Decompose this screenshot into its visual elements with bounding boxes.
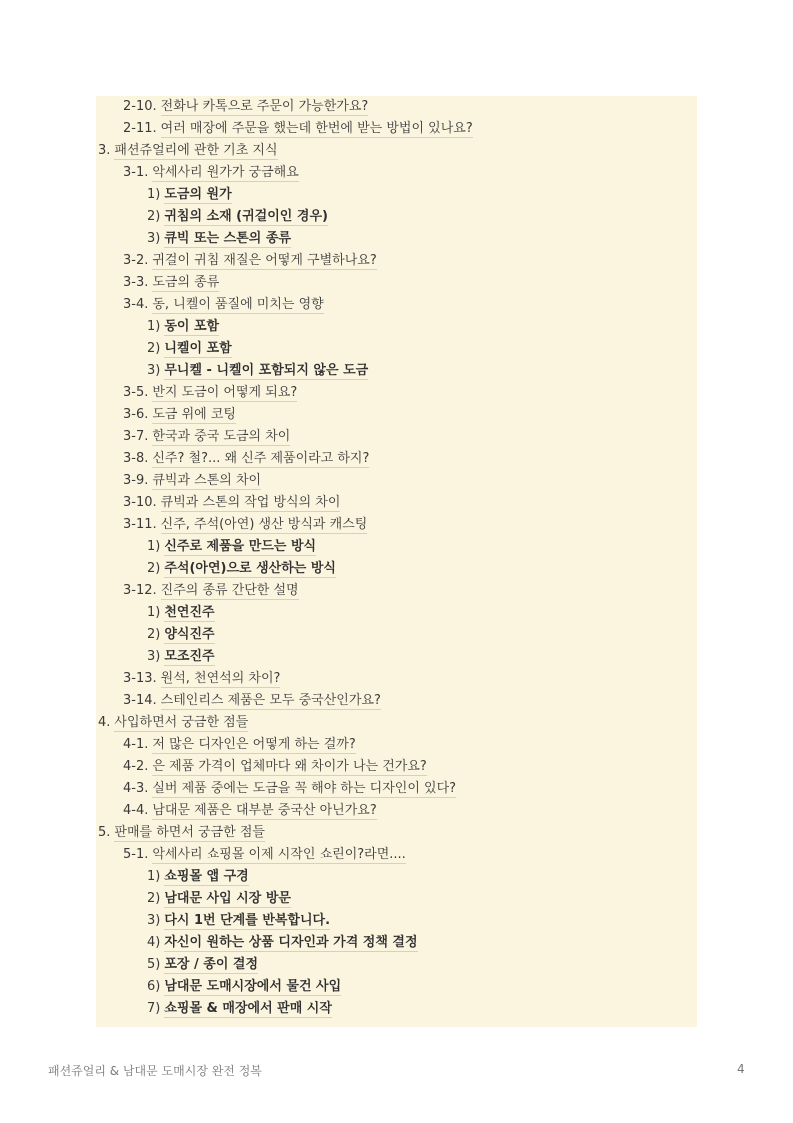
toc-entry-link[interactable]: 악세사리 쇼핑몰 이제 시작인 쇼린이?라면.... xyxy=(152,847,406,862)
toc-entry-number: 3-14. xyxy=(123,693,157,708)
footer-title: 패션쥬얼리 & 남대문 도매시장 완전 정복 xyxy=(48,1064,262,1078)
toc-entry-link[interactable]: 도금 위에 코팅 xyxy=(152,407,236,422)
toc-entry-number: 4-1. xyxy=(123,737,149,752)
toc-entry-link[interactable]: 동, 니켈이 품질에 미치는 영향 xyxy=(152,297,324,312)
toc-entry-number: 6) xyxy=(147,979,161,994)
toc-entry-link[interactable]: 귀침의 소재 (귀걸이인 경우) xyxy=(164,209,328,224)
toc-entry-number: 4-2. xyxy=(123,759,149,774)
toc-entry[interactable] xyxy=(123,800,377,822)
toc-entry-number: 3. xyxy=(98,143,111,158)
toc-entry-number: 4) xyxy=(147,935,161,950)
toc-entry[interactable] xyxy=(147,360,368,382)
toc-entry-link[interactable]: 동이 포함 xyxy=(164,319,220,334)
toc-entry-link[interactable]: 패션쥬얼리에 관한 기초 지식 xyxy=(114,143,278,158)
toc-entry-link[interactable]: 주석(아연)으로 생산하는 방식 xyxy=(164,561,336,576)
toc-entry[interactable] xyxy=(123,426,290,448)
toc-entry-link[interactable]: 스테인리스 제품은 모두 중국산인가요? xyxy=(160,693,381,708)
toc-entry-link[interactable]: 큐빅과 스톤의 차이 xyxy=(152,473,262,488)
toc-entry-link[interactable]: 사입하면서 궁금한 점들 xyxy=(114,715,249,730)
toc-entry-link[interactable]: 다시 1번 단계를 반복합니다. xyxy=(164,913,331,928)
toc-entry-number: 2) xyxy=(147,341,161,356)
toc-entry[interactable] xyxy=(147,558,336,580)
toc-entry[interactable] xyxy=(123,690,381,712)
toc-entry-link[interactable]: 귀걸이 귀침 재질은 어떻게 구별하나요? xyxy=(152,253,377,268)
toc-entry[interactable] xyxy=(123,470,261,492)
toc-entry[interactable] xyxy=(147,910,330,932)
toc-entry-number: 2) xyxy=(147,627,161,642)
toc-entry-number: 3-11. xyxy=(123,517,157,532)
toc-entry-number: 2) xyxy=(147,561,161,576)
toc-entry-number: 3-9. xyxy=(123,473,149,488)
toc-entry-link[interactable]: 남대문 제품은 대부분 중국산 아닌가요? xyxy=(152,803,377,818)
toc-entry-link[interactable]: 판매를 하면서 궁금한 점들 xyxy=(114,825,265,840)
toc-entry-number: 3-12. xyxy=(123,583,157,598)
toc-entry[interactable] xyxy=(147,602,215,624)
toc-entry-number: 3) xyxy=(147,231,161,246)
toc-entry[interactable] xyxy=(147,316,219,338)
toc-entry-link[interactable]: 원석, 천연석의 차이? xyxy=(160,671,281,686)
toc-entry-number: 1) xyxy=(147,187,161,202)
toc-entry-number: 1) xyxy=(147,605,161,620)
toc-entry[interactable] xyxy=(123,250,377,272)
toc-entry[interactable] xyxy=(123,756,427,778)
toc-entry-number: 5) xyxy=(147,957,161,972)
toc-entry-link[interactable]: 은 제품 가격이 업체마다 왜 차이가 나는 건가요? xyxy=(152,759,427,774)
toc-entry-link[interactable]: 포장 / 종이 결정 xyxy=(164,957,259,972)
toc-entry[interactable] xyxy=(123,96,368,118)
toc-entry-link[interactable]: 신주로 제품을 만드는 방식 xyxy=(164,539,317,554)
toc-entry[interactable] xyxy=(147,866,249,888)
toc-entry[interactable] xyxy=(123,294,324,316)
toc-entry-link[interactable]: 도금의 원가 xyxy=(164,187,232,202)
toc-entry-number: 3-1. xyxy=(123,165,149,180)
toc-entry-number: 1) xyxy=(147,869,161,884)
toc-entry-link[interactable]: 쇼핑몰 앱 구경 xyxy=(164,869,249,884)
toc-entry-number: 3-3. xyxy=(123,275,149,290)
toc-entry-number: 5-1. xyxy=(123,847,149,862)
toc-entry-number: 2-10. xyxy=(123,99,157,114)
toc-entry-link[interactable]: 모조진주 xyxy=(164,649,215,664)
toc-entry-link[interactable]: 자신이 원하는 상품 디자인과 가격 정책 결정 xyxy=(164,935,418,950)
toc-entry-link[interactable]: 전화나 카톡으로 주문이 가능한가요? xyxy=(160,99,369,114)
toc-entry-link[interactable]: 악세사리 원가가 궁금해요 xyxy=(152,165,299,180)
table-of-contents xyxy=(96,96,697,1027)
toc-entry-link[interactable]: 천연진주 xyxy=(164,605,215,620)
toc-entry[interactable] xyxy=(123,382,297,404)
toc-entry[interactable] xyxy=(123,734,356,756)
toc-entry[interactable] xyxy=(147,888,291,910)
toc-entry-link[interactable]: 신주? 철?... 왜 신주 제품이라고 하지? xyxy=(152,451,370,466)
toc-entry[interactable] xyxy=(147,932,418,954)
toc-entry[interactable] xyxy=(147,338,232,360)
toc-entry-number: 2) xyxy=(147,209,161,224)
toc-entry-number: 3-8. xyxy=(123,451,149,466)
toc-entry[interactable] xyxy=(123,162,299,184)
toc-entry-link[interactable]: 진주의 종류 간단한 설명 xyxy=(160,583,299,598)
toc-entry[interactable] xyxy=(123,844,406,866)
toc-entry[interactable] xyxy=(98,712,248,734)
toc-entry[interactable] xyxy=(147,184,232,206)
toc-entry-number: 3-13. xyxy=(123,671,157,686)
toc-entry-number: 3) xyxy=(147,363,161,378)
toc-entry-link[interactable]: 여러 매장에 주문을 했는데 한번에 받는 방법이 있나요? xyxy=(160,121,473,136)
toc-entry[interactable] xyxy=(147,646,215,668)
toc-entry[interactable] xyxy=(123,272,219,294)
toc-entry-number: 3-2. xyxy=(123,253,149,268)
toc-entry-number: 7) xyxy=(147,1001,161,1016)
toc-entry-number: 3-5. xyxy=(123,385,149,400)
toc-entry-number: 4-3. xyxy=(123,781,149,796)
toc-entry-link[interactable]: 반지 도금이 어떻게 되요? xyxy=(152,385,298,400)
toc-entry-number: 3-7. xyxy=(123,429,149,444)
toc-entry-link[interactable]: 쇼핑몰 & 매장에서 판매 시작 xyxy=(164,1001,332,1016)
toc-entry-number: 3-4. xyxy=(123,297,149,312)
toc-entry-link[interactable]: 양식진주 xyxy=(164,627,215,642)
toc-entry-link[interactable]: 한국과 중국 도금의 차이 xyxy=(152,429,291,444)
toc-entry[interactable] xyxy=(147,954,258,976)
toc-entry[interactable] xyxy=(123,580,299,602)
toc-entry-number: 3) xyxy=(147,649,161,664)
toc-entry[interactable] xyxy=(123,448,369,470)
toc-entry-number: 3-6. xyxy=(123,407,149,422)
toc-entry[interactable] xyxy=(147,536,316,558)
toc-entry[interactable] xyxy=(98,140,278,162)
toc-entry[interactable] xyxy=(98,822,265,844)
toc-entry[interactable] xyxy=(123,118,473,140)
toc-entry-link[interactable]: 니켈이 포함 xyxy=(164,341,232,356)
toc-entry-link[interactable]: 남대문 도매시장에서 물건 사입 xyxy=(164,979,342,994)
toc-entry-number: 1) xyxy=(147,539,161,554)
toc-entry-number: 5. xyxy=(98,825,111,840)
toc-entry-number: 3-10. xyxy=(123,495,157,510)
toc-entry-number: 4-4. xyxy=(123,803,149,818)
toc-entry[interactable] xyxy=(123,778,456,800)
toc-entry-number: 3) xyxy=(147,913,161,928)
toc-entry[interactable] xyxy=(123,668,280,690)
toc-entry[interactable] xyxy=(147,228,291,250)
toc-entry-number: 2) xyxy=(147,891,161,906)
toc-entry[interactable] xyxy=(147,624,215,646)
toc-entry-link[interactable]: 남대문 사입 시장 방문 xyxy=(164,891,291,906)
toc-entry-link[interactable]: 저 많은 디자인은 어떻게 하는 걸까? xyxy=(152,737,356,752)
toc-entry-link[interactable]: 무니켈 - 니켈이 포함되지 않은 도금 xyxy=(164,363,369,378)
toc-entry[interactable] xyxy=(123,404,236,426)
toc-entry[interactable] xyxy=(147,206,328,228)
toc-entry-number: 4. xyxy=(98,715,111,730)
toc-entry[interactable] xyxy=(123,492,340,514)
toc-entry-number: 2-11. xyxy=(123,121,157,136)
toc-entry-link[interactable]: 신주, 주석(아연) 생산 방식과 캐스팅 xyxy=(160,517,368,532)
toc-entry-link[interactable]: 실버 제품 중에는 도금을 꼭 해야 하는 디자인이 있다? xyxy=(152,781,457,796)
toc-entry[interactable] xyxy=(147,998,332,1020)
toc-entry[interactable] xyxy=(147,976,341,998)
toc-entry-link[interactable]: 도금의 종류 xyxy=(152,275,220,290)
toc-entry-number: 1) xyxy=(147,319,161,334)
toc-entry-link[interactable]: 큐빅과 스톤의 작업 방식의 차이 xyxy=(160,495,341,510)
toc-entry[interactable] xyxy=(123,514,367,536)
toc-entry-link[interactable]: 큐빅 또는 스톤의 종류 xyxy=(164,231,291,246)
page-number: 4 xyxy=(737,1062,745,1076)
